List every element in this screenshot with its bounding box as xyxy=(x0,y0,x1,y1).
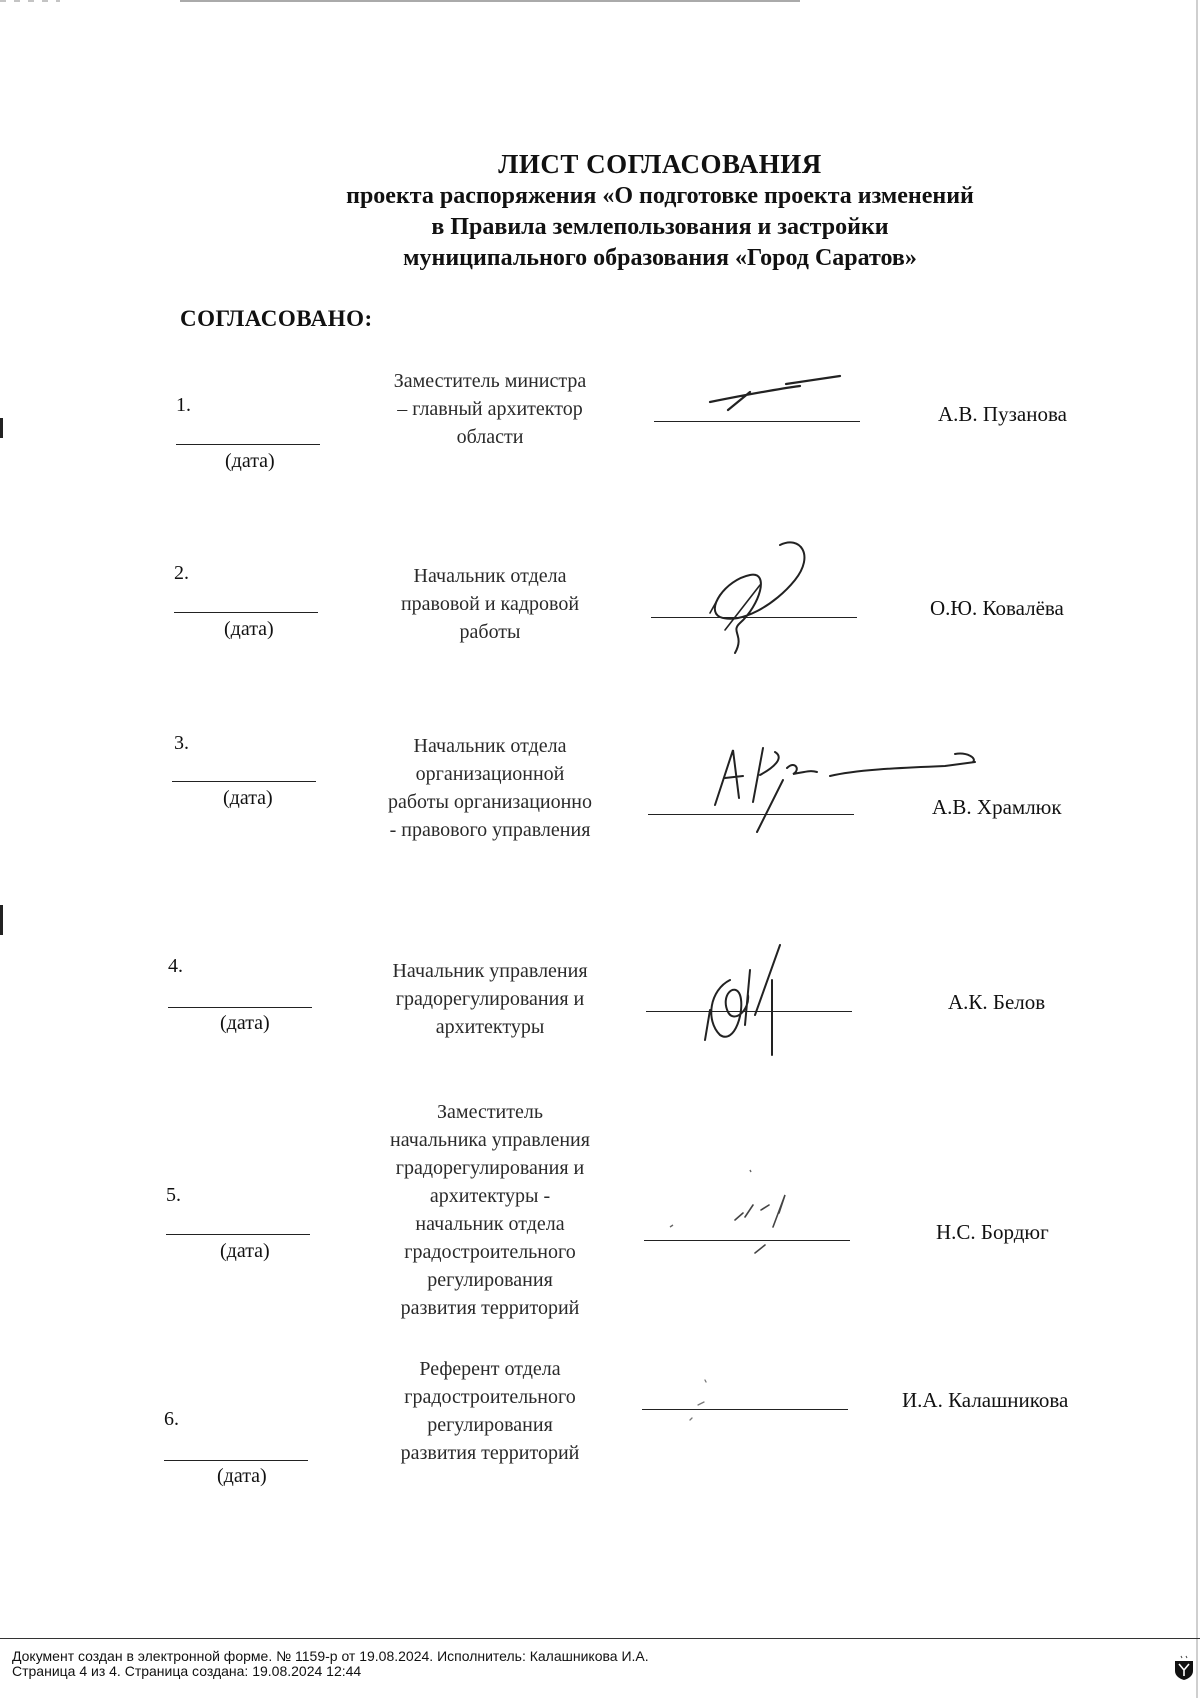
scan-artifact-top xyxy=(0,0,800,3)
document-subtitle-line: муниципального образования «Город Саратов» xyxy=(403,245,917,271)
row-number: 3. xyxy=(174,732,189,754)
row-number: 1. xyxy=(176,394,191,416)
position-title xyxy=(350,562,630,646)
footer-document-info: Документ создан в электронной форме. № 1159-р от 19.08.2024. Исполнитель: Калашникова И.А. xyxy=(12,1648,649,1664)
position-line: развития территорий xyxy=(400,1442,580,1464)
position-line: области xyxy=(456,426,524,448)
row-number: 2. xyxy=(174,562,189,584)
footer-text xyxy=(12,1649,649,1679)
signer-name: О.Ю. Ковалёва xyxy=(930,596,1064,620)
row-number: 5. xyxy=(166,1184,181,1206)
position-line: работы организационно xyxy=(387,791,593,813)
position-line: Референт отдела xyxy=(419,1358,561,1380)
date-label: (дата) xyxy=(223,787,273,809)
position-line: Начальник управления xyxy=(392,960,588,982)
date-line xyxy=(174,612,318,613)
position-title xyxy=(350,957,630,1041)
position-line: градорегулирования и xyxy=(395,1157,585,1179)
date-line xyxy=(166,1234,310,1235)
position-line: архитектуры - xyxy=(429,1185,551,1207)
date-line xyxy=(164,1460,308,1461)
scan-edge-mark xyxy=(0,905,3,935)
position-line: Начальник отдела xyxy=(413,565,567,587)
row-number: 4. xyxy=(168,955,183,977)
signature-image xyxy=(670,1370,750,1440)
date-line xyxy=(172,781,316,782)
position-line: архитектуры xyxy=(435,1016,545,1038)
position-line: Заместитель министра xyxy=(393,370,587,392)
position-title xyxy=(350,1355,630,1467)
signer-name: А.К. Белов xyxy=(948,990,1046,1014)
signature-image xyxy=(705,740,985,835)
scan-edge-mark xyxy=(0,418,3,438)
document-footer xyxy=(0,1638,1200,1699)
position-line: регулирования xyxy=(427,1269,553,1291)
position-line: работы xyxy=(459,621,521,643)
position-line: - правового управления xyxy=(389,819,591,841)
date-label: (дата) xyxy=(224,618,274,640)
position-line: начальник отдела xyxy=(415,1213,565,1235)
position-line: градостроительного xyxy=(404,1386,576,1408)
signer-name: А.В. Храмлюк xyxy=(932,795,1062,819)
position-line: правовой и кадровой xyxy=(400,593,580,615)
document-subtitle-line: в Правила землепользования и застройки xyxy=(431,214,889,240)
signer-name: А.В. Пузанова xyxy=(938,402,1067,426)
date-label: (дата) xyxy=(225,450,275,472)
document-title-block xyxy=(190,148,1130,274)
date-label: (дата) xyxy=(220,1012,270,1034)
date-label: (дата) xyxy=(220,1240,270,1262)
position-line: организационной xyxy=(415,763,565,785)
position-title xyxy=(350,367,630,451)
date-line xyxy=(168,1007,312,1008)
position-line: градостроительного xyxy=(404,1241,576,1263)
signature-image xyxy=(700,535,820,660)
position-title xyxy=(350,1098,630,1322)
position-line: Заместитель xyxy=(437,1101,543,1123)
scan-artifact-right xyxy=(1196,0,1198,1698)
position-line: начальника управления xyxy=(390,1129,590,1151)
row-number: 6. xyxy=(164,1408,179,1430)
position-line: Начальник отдела xyxy=(413,735,567,757)
agreed-heading: СОГЛАСОВАНО: xyxy=(180,306,373,331)
coat-of-arms-icon xyxy=(1173,1655,1195,1681)
signer-name: И.А. Калашникова xyxy=(902,1388,1069,1412)
position-title xyxy=(350,732,630,844)
position-line: развития территорий xyxy=(400,1297,580,1319)
signer-name: Н.С. Бордюг xyxy=(936,1220,1049,1244)
date-line xyxy=(176,444,320,445)
position-line: – главный архитектор xyxy=(397,398,583,420)
signature-image xyxy=(665,1165,825,1265)
date-label: (дата) xyxy=(217,1465,267,1487)
signature-image xyxy=(700,940,810,1060)
footer-page-info: Страница 4 из 4. Страница создана: 19.08.2024 12:44 xyxy=(12,1663,362,1679)
position-line: регулирования xyxy=(427,1414,553,1436)
signature-image xyxy=(690,370,850,420)
document-title: ЛИСТ СОГЛАСОВАНИЯ xyxy=(498,149,822,179)
document-subtitle-line: проекта распоряжения «О подготовке проекта изменений xyxy=(346,183,974,209)
position-line: градорегулирования и xyxy=(395,988,585,1010)
signature-line xyxy=(654,421,860,422)
